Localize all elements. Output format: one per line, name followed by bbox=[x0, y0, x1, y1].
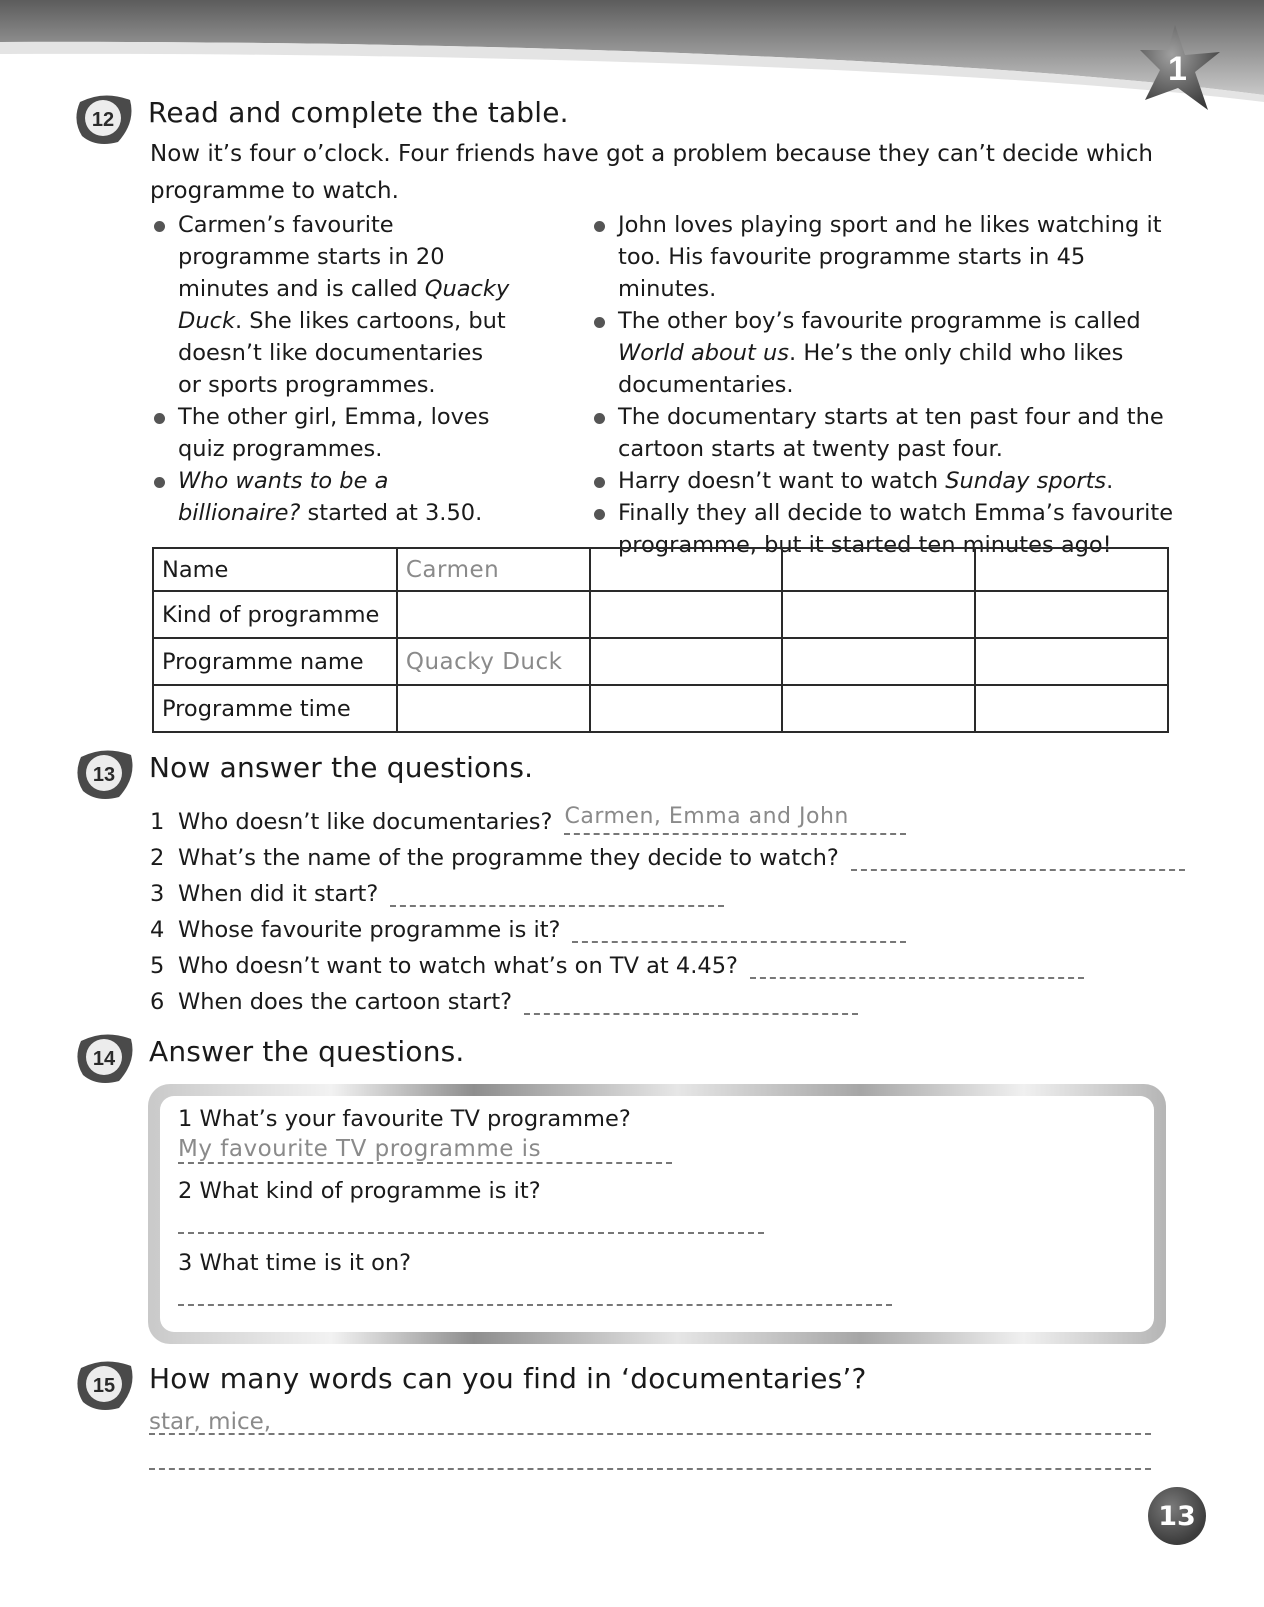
row-label-name: Name bbox=[153, 548, 397, 591]
row-label-time: Programme time bbox=[153, 685, 397, 732]
box-answer-line-2[interactable] bbox=[178, 1232, 764, 1234]
answer-line-2[interactable] bbox=[851, 847, 1185, 871]
left-clue-list bbox=[150, 209, 510, 529]
clue-john: John loves playing sport and he likes watching it too. His favourite programme starts in 45 minutes. bbox=[590, 209, 1175, 305]
table-cell-programme-4[interactable] bbox=[975, 638, 1168, 685]
right-clue-list bbox=[590, 209, 1175, 561]
exercise-14-badge bbox=[75, 1031, 135, 1085]
question-6: 6 When does the cartoon start? bbox=[150, 979, 1185, 1015]
question-4: 4 Whose favourite programme is it? bbox=[150, 907, 1185, 943]
exercise-15-number: 15 bbox=[92, 1375, 116, 1397]
table-cell-time-2[interactable] bbox=[590, 685, 783, 732]
table-row bbox=[153, 638, 1168, 685]
clue-harry: Harry doesn’t want to watch Sunday sports. bbox=[590, 465, 1175, 497]
box-answer-line-3[interactable] bbox=[178, 1304, 892, 1306]
exercise-15-answer-line-1[interactable] bbox=[149, 1433, 1151, 1435]
table-row bbox=[153, 685, 1168, 732]
exercise-14-number: 14 bbox=[92, 1048, 116, 1070]
table-cell-name-4[interactable] bbox=[975, 548, 1168, 591]
table-row bbox=[153, 548, 1168, 591]
table-cell-kind-2[interactable] bbox=[590, 591, 783, 638]
exercise-12-number: 12 bbox=[91, 109, 115, 131]
question-1: 1 Who doesn’t like documentaries? Carmen, Emma and John bbox=[150, 799, 1185, 835]
row-label-programme-name: Programme name bbox=[153, 638, 397, 685]
box-question-2: 2 What kind of programme is it? bbox=[178, 1178, 541, 1204]
question-2: 2 What’s the name of the programme they decide to watch? bbox=[150, 835, 1185, 871]
exercise-14-answer-box bbox=[148, 1084, 1166, 1344]
row-label-kind: Kind of programme bbox=[153, 591, 397, 638]
box-question-3: 3 What time is it on? bbox=[178, 1250, 412, 1276]
table-cell-time-4[interactable] bbox=[975, 685, 1168, 732]
answer-line-6[interactable] bbox=[524, 991, 858, 1015]
answer-line-5[interactable] bbox=[750, 955, 1084, 979]
exercise-15-answer-line-2[interactable] bbox=[149, 1468, 1151, 1470]
example-name: Carmen bbox=[405, 556, 500, 583]
clue-carmen: Carmen’s favourite programme starts in 20 minutes and is called Quacky Duck. She likes cartoons, but doesn’t like documentaries or sports programmes. bbox=[150, 209, 510, 401]
programme-table bbox=[152, 547, 1169, 733]
exercise-14-title: Answer the questions. bbox=[149, 1035, 465, 1068]
exercise-13-badge bbox=[75, 747, 135, 801]
exercise-13-number: 13 bbox=[92, 764, 116, 786]
clue-times: The documentary starts at ten past four and the cartoon starts at twenty past four. bbox=[590, 401, 1175, 465]
clue-emma: The other girl, Emma, loves quiz programmes. bbox=[150, 401, 510, 465]
exercise-12-title: Read and complete the table. bbox=[148, 96, 569, 129]
unit-star-badge bbox=[1140, 20, 1250, 120]
table-cell-programme-3[interactable] bbox=[782, 638, 975, 685]
page-number: 13 bbox=[1148, 1487, 1206, 1545]
exercise-13-questions bbox=[150, 799, 1185, 1015]
example-programme: Quacky Duck bbox=[405, 648, 563, 675]
question-5: 5 Who doesn’t want to watch what’s on TV at 4.45? bbox=[150, 943, 1185, 979]
table-cell-kind-3[interactable] bbox=[782, 591, 975, 638]
clue-billionaire: Who wants to be a billionaire? started at 3.50. bbox=[150, 465, 510, 529]
clue-finally: Finally they all decide to watch Emma’s favourite programme, but it started ten minutes ago! bbox=[590, 497, 1175, 561]
table-row bbox=[153, 591, 1168, 638]
top-decorative-band bbox=[0, 0, 1264, 110]
table-cell-time-1[interactable] bbox=[397, 685, 590, 732]
table-cell-name-3[interactable] bbox=[782, 548, 975, 591]
table-cell-programme-2[interactable] bbox=[590, 638, 783, 685]
answer-line-4[interactable] bbox=[572, 919, 906, 943]
table-cell-kind-1[interactable] bbox=[397, 591, 590, 638]
exercise-12-intro: Now it’s four o’clock. Four friends have got a problem because they can’t decide which programme to watch. bbox=[150, 141, 1154, 204]
box-question-1: 1 What’s your favourite TV programme? bbox=[178, 1106, 631, 1132]
unit-number: 1 bbox=[1168, 50, 1187, 88]
exercise-12-badge bbox=[74, 92, 134, 146]
table-cell-programme-1[interactable] bbox=[397, 638, 590, 685]
answer-1-example: Carmen, Emma and John bbox=[564, 804, 849, 829]
exercise-13-title: Now answer the questions. bbox=[149, 751, 534, 784]
exercise-15-badge bbox=[75, 1358, 135, 1412]
exercise-15-example: star, mice, bbox=[149, 1409, 272, 1435]
box-answer-line-1[interactable] bbox=[178, 1162, 672, 1164]
exercise-15-title: How many words can you find in ‘documentaries’? bbox=[149, 1362, 867, 1395]
answer-line-3[interactable] bbox=[390, 883, 724, 907]
table-cell-kind-4[interactable] bbox=[975, 591, 1168, 638]
table-cell-time-3[interactable] bbox=[782, 685, 975, 732]
answer-line-1[interactable] bbox=[564, 804, 906, 835]
question-3: 3 When did it start? bbox=[150, 871, 1185, 907]
box-answer-1-example: My favourite TV programme is bbox=[178, 1136, 542, 1162]
clue-other-boy: The other boy’s favourite programme is called World about us. He’s the only child who likes documentaries. bbox=[590, 305, 1175, 401]
table-cell-name-2[interactable] bbox=[590, 548, 783, 591]
answer-box-inner bbox=[160, 1096, 1154, 1332]
table-cell-name-1[interactable] bbox=[397, 548, 590, 591]
